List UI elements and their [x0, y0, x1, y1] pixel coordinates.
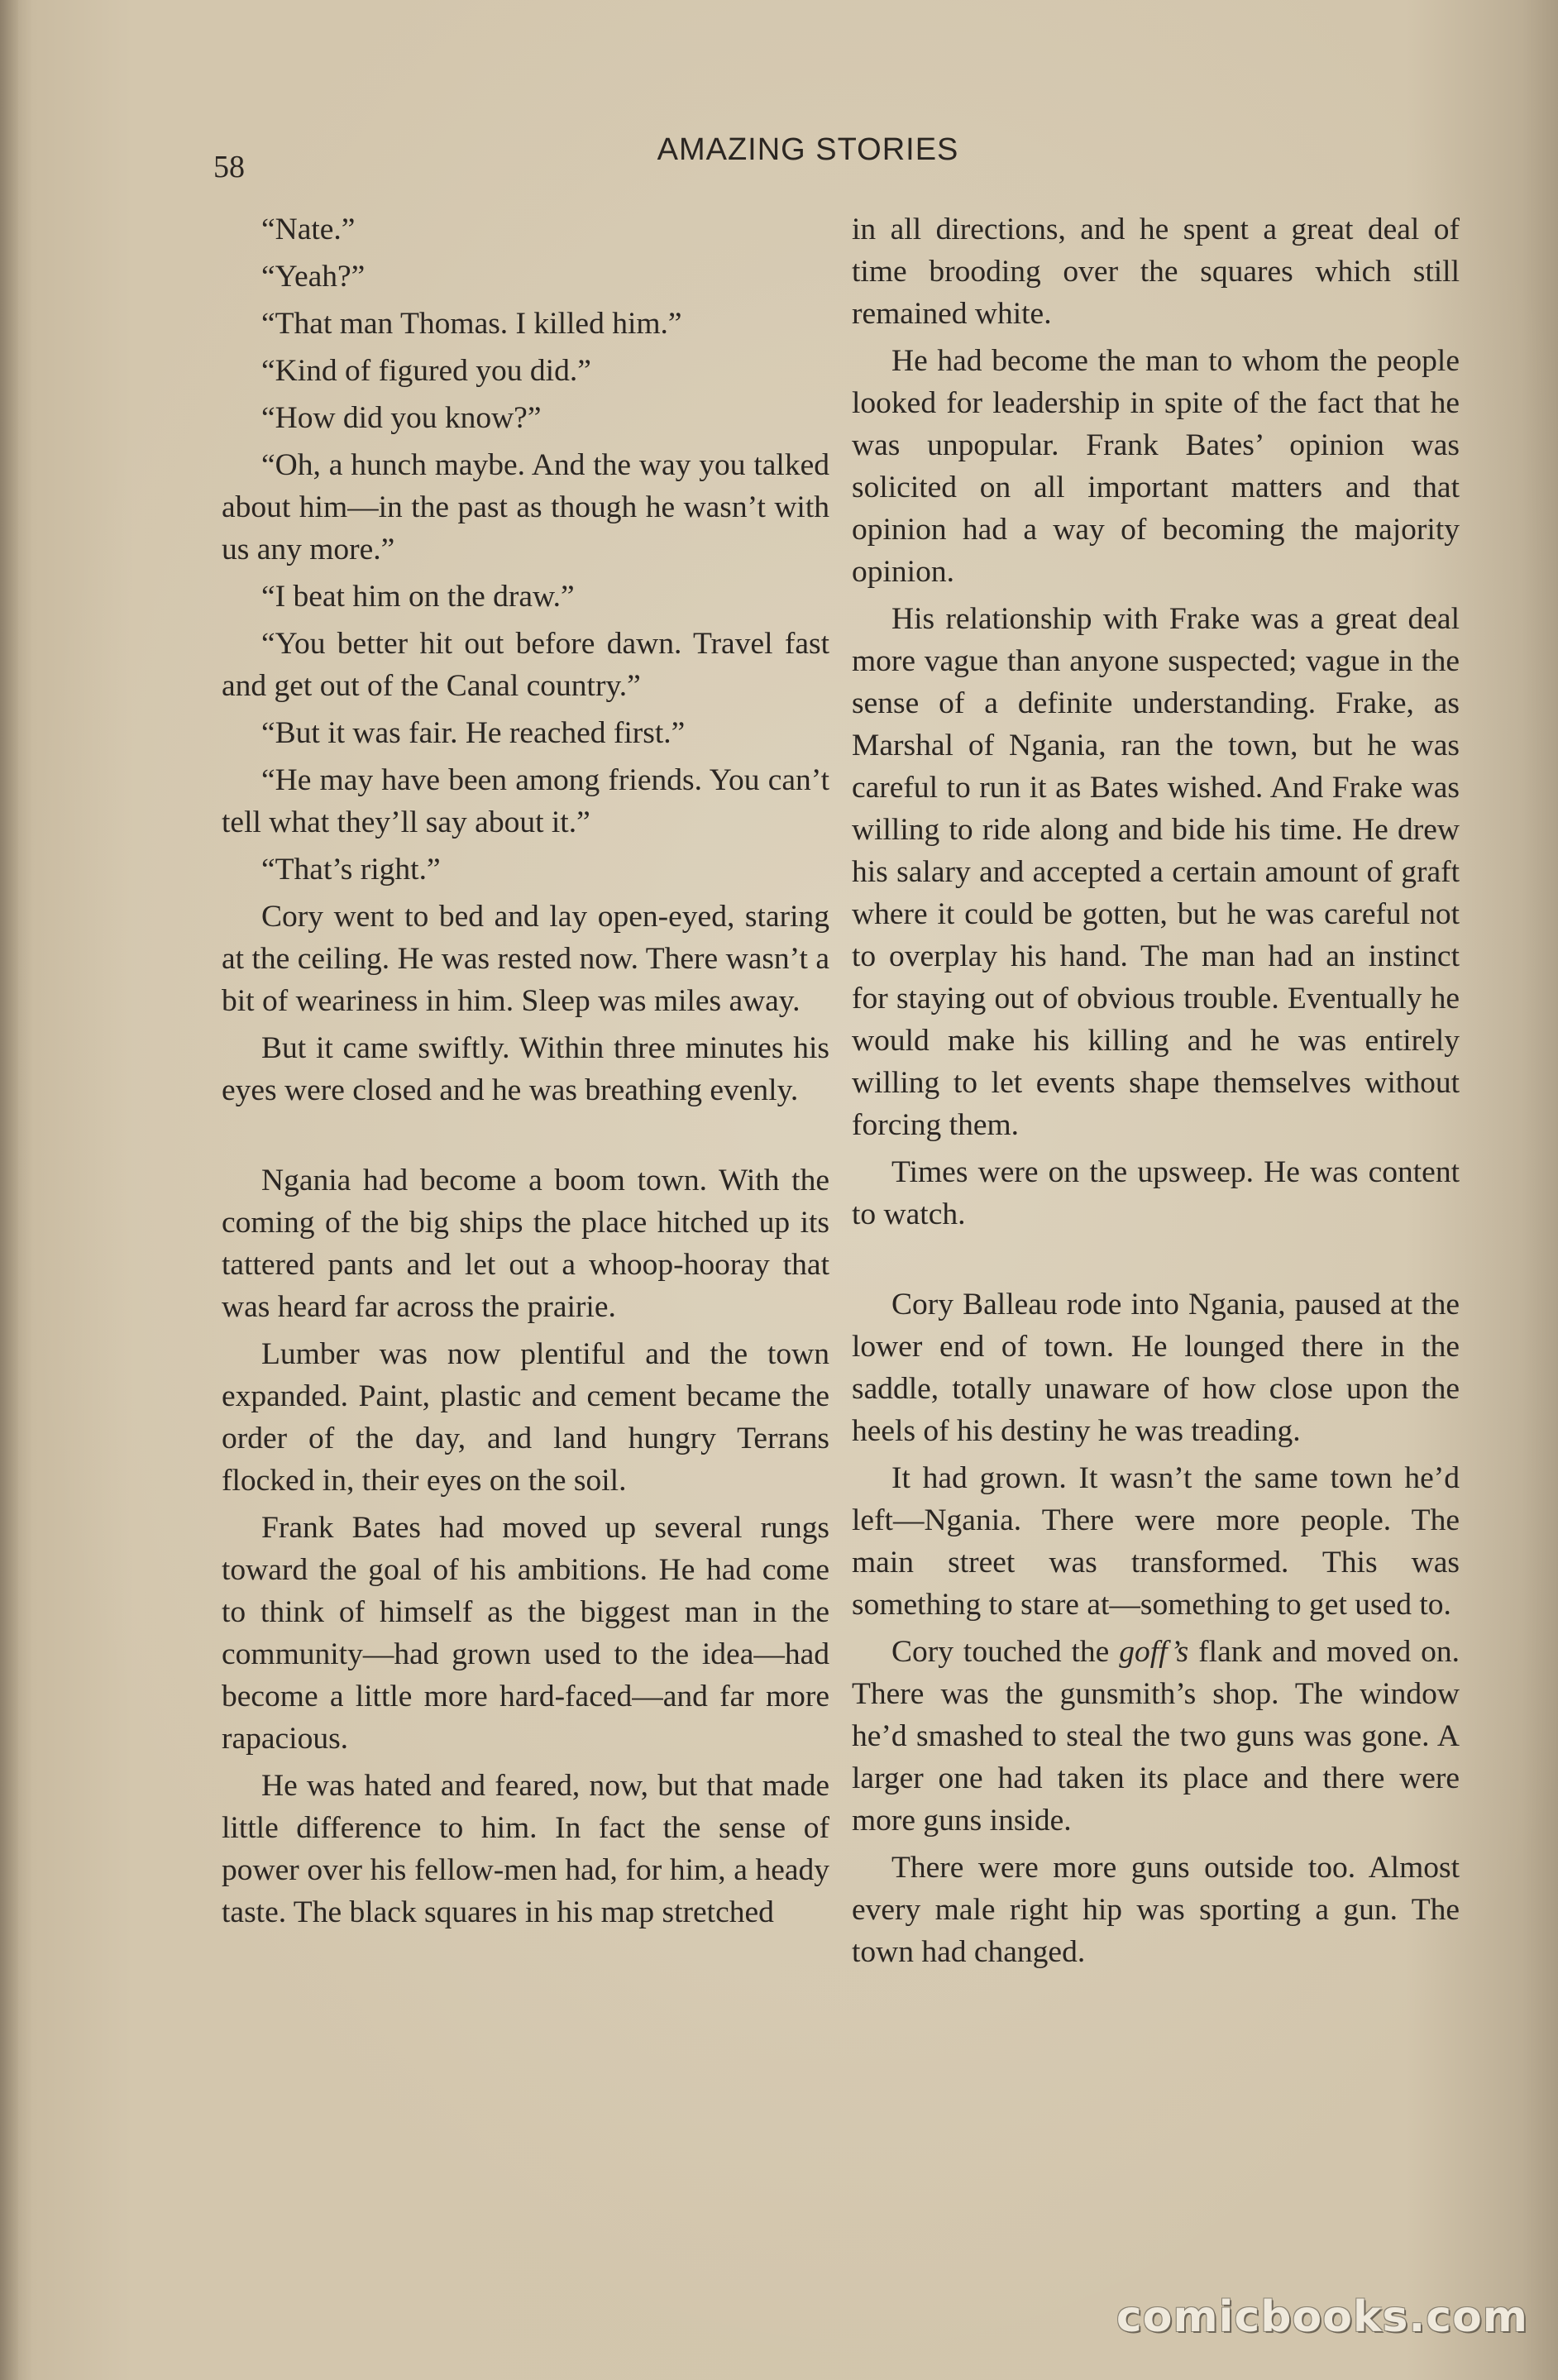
paragraph: “Kind of figured you did.” — [261, 354, 591, 388]
paragraph: There were more guns outside too. Almost every male right hip was sporting a gun. The town had changed. — [852, 1851, 1460, 1969]
paragraph: Times were on the upsweep. He was content to watch. — [852, 1155, 1460, 1231]
paragraph: Cory went to bed and lay open-eyed, staring at the ceiling. He was rested now. There wasn’t a bit of weariness in him. Sleep was miles away. — [222, 900, 829, 1018]
paragraph: “How did you know?” — [261, 401, 542, 435]
paragraph: But it came swiftly. Within three minutes his eyes were closed and he was breathing evenly. — [222, 1031, 829, 1107]
running-title: AMAZING STORIES — [657, 132, 959, 167]
paragraph: It had grown. It wasn’t the same town he’d left—Ngania. There were more people. The main street was transformed. This was something to stare at—something to get used to. — [852, 1461, 1460, 1622]
page-edge — [0, 0, 18, 2380]
italic-word: goff’s — [1119, 1635, 1189, 1669]
left-column — [222, 208, 829, 1938]
paragraph: Frank Bates had moved up several rungs toward the goal of his ambitions. He had come to think of himself as the biggest man in the community—had grown used to the idea—had become a little more hard-faced—and far more rapacious. — [222, 1511, 829, 1756]
paragraph: He was hated and feared, now, but that made little difference to him. In fact the sense of power over his fellow-men had, for him, a heady taste. The black squares in his map stretched — [222, 1769, 829, 1929]
paragraph: “Nate.” — [261, 213, 356, 246]
right-column — [852, 208, 1460, 1978]
text-run: flank and moved on. There was the gunsmith’s shop. The window he’d smashed to steal the two guns was gone. A larger one had taken its place and there were more guns inside. — [852, 1635, 1460, 1838]
paragraph — [852, 1631, 1460, 1842]
section-break-paragraph: Cory Balleau rode into Ngania, paused at the lower end of town. He lounged there in the saddle, totally unaware of how close upon the heels of his destiny he was treading. — [852, 1288, 1460, 1448]
page-header — [0, 132, 1558, 182]
paragraph: Lumber was now plentiful and the town expanded. Paint, plastic and cement became the order of the day, and land hungry Terrans flocked in, their eyes on the soil. — [222, 1337, 829, 1498]
paragraph: “Yeah?” — [261, 260, 366, 294]
paragraph: “Oh, a hunch maybe. And the way you talked about him—in the past as though he wasn’t with us any more.” — [222, 448, 829, 566]
text-run: Cory touched the — [891, 1635, 1120, 1669]
paragraph: He had become the man to whom the people looked for leadership in spite of the fact that he was unpopular. Frank Bates’ opinion was solicited on all important matters and that opinion had a way of becoming the majority opinion. — [852, 344, 1460, 589]
paragraph: “He may have been among friends. You can’t tell what they’ll say about it.” — [222, 763, 829, 839]
paragraph-continued: in all directions, and he spent a great deal of time brooding over the squares which still remained white. — [852, 213, 1460, 331]
section-break-paragraph: Ngania had become a boom town. With the coming of the big ships the place hitched up its tattered pants and let out a whoop-hooray that was heard far across the prairie. — [222, 1164, 829, 1324]
paragraph: “You better hit out before dawn. Travel fast and get out of the Canal country.” — [222, 627, 829, 703]
page-number: 58 — [213, 150, 245, 184]
paragraph: “That’s right.” — [261, 853, 441, 887]
paragraph: “That man Thomas. I killed him.” — [261, 307, 682, 341]
paragraph: “But it was fair. He reached first.” — [261, 716, 686, 750]
paragraph: His relationship with Frake was a great deal more vague than anyone suspected; vague in the sense of a definite understanding. Frake, as Marshal of Ngania, ran the town, but he was careful to run it as Bates wished. And Frake was willing to ride along and bide his time. He drew his salary and accepted a certain amount of graft where it could be gotten, but he was careful not to overplay his hand. The man had an instinct for staying out of obvious trouble. Eventually he would make his killing and he was entirely willing to let events shape themselves without forcing them. — [852, 602, 1460, 1142]
paragraph: “I beat him on the draw.” — [261, 580, 575, 614]
watermark-logo: comicbooks.com — [1116, 2292, 1528, 2342]
